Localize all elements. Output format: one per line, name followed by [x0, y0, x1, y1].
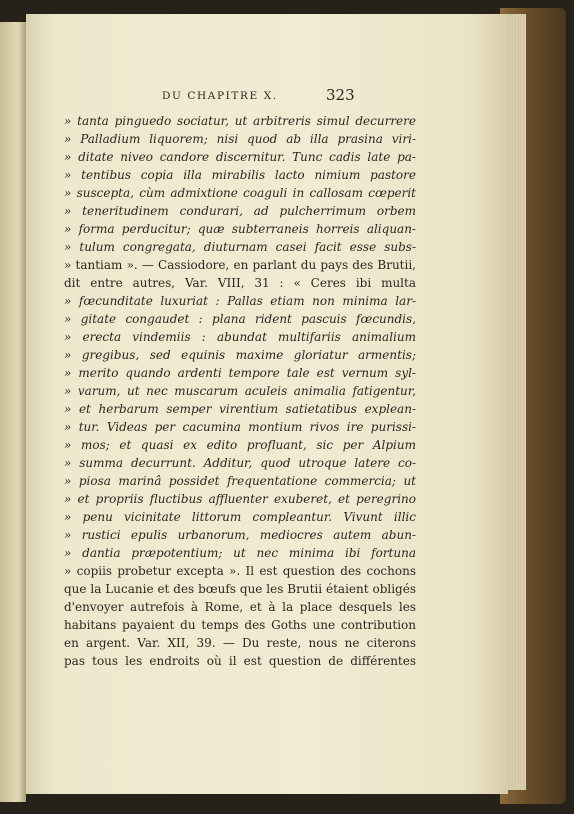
text-line: » penu vicinitate littorum compleantur. Vivunt illic	[64, 510, 416, 524]
text-line: » mos; et quasi ex edito profluant, sic per Alpium	[64, 438, 416, 452]
text-line: » teneritudinem condurari, ad pulcherrimum orbem	[64, 204, 416, 218]
text-line: habitans payaient du temps des Goths une contribution	[64, 618, 416, 632]
text-line: » dantia præpotentium; ut nec minima ibi fortuna	[64, 546, 416, 560]
text-line: » fœcunditate luxuriat : Pallas etiam non minima lar-	[64, 294, 416, 308]
text-line: » tur. Videas per cacumina montium rivos ire purissi-	[64, 420, 416, 434]
text-line: » suscepta, cùm admixtione coaguli in callosam cœperit	[64, 186, 416, 200]
text-line: dit entre autres, Var. VIII, 31 : « Ceres ibi multa	[64, 276, 416, 290]
running-title: DU CHAPITRE X.	[162, 90, 278, 102]
page	[26, 14, 508, 794]
text-line: pas tous les endroits où il est question de différentes	[64, 654, 416, 668]
text-line: » et propriis fluctibus affluenter exuberet, et peregrino	[64, 492, 416, 506]
text-line: » summa decurrunt. Additur, quod utroque latere co-	[64, 456, 416, 470]
text-line: » rustici epulis urbanorum, mediocres autem abun-	[64, 528, 416, 542]
text-line: d'envoyer autrefois à Rome, et à la place desquels les	[64, 600, 416, 614]
page-header	[26, 88, 508, 108]
text-line: » tantiam ». — Cassiodore, en parlant du pays des Brutii,	[64, 258, 416, 272]
text-line: » Palladium liquorem; nisi quod ab illa prasina viri-	[64, 132, 416, 146]
facing-page-edge	[0, 22, 26, 802]
page-number: 323	[326, 86, 355, 104]
text-line: » copiis probetur excepta ». Il est question des cochons	[64, 564, 416, 578]
text-line: que la Lucanie et des bœufs que les Brutii étaient obligés	[64, 582, 416, 596]
text-line: » merito quando ardenti tempore tale est vernum syl-	[64, 366, 416, 380]
text-line: » tulum congregata, diuturnam casei facit esse subs-	[64, 240, 416, 254]
text-line: » varum, ut nec muscarum aculeis animalia fatigentur,	[64, 384, 416, 398]
text-line: » piosa marinâ possidet frequentatione commercia; ut	[64, 474, 416, 488]
body-text	[64, 112, 416, 670]
text-line: » et herbarum semper virentium satietatibus explean-	[64, 402, 416, 416]
text-line: » gregibus, sed equinis maxime gloriatur armentis;	[64, 348, 416, 362]
text-line: » ditate niveo candore discernitur. Tunc cadis late pa-	[64, 150, 416, 164]
text-line: » erecta vindemiis : abundat multifariis animalium	[64, 330, 416, 344]
text-line: » forma perducitur; quæ subterraneis horreis aliquan-	[64, 222, 416, 236]
text-line: » tentibus copia illa mirabilis lacto nimium pastore	[64, 168, 416, 182]
text-line: » gitate congaudet : plana rident pascuis fœcundis,	[64, 312, 416, 326]
text-line: en argent. Var. XII, 39. — Du reste, nous ne citerons	[64, 636, 416, 650]
text-line: » tanta pinguedo sociatur, ut arbitreris simul decurrere	[64, 114, 416, 128]
